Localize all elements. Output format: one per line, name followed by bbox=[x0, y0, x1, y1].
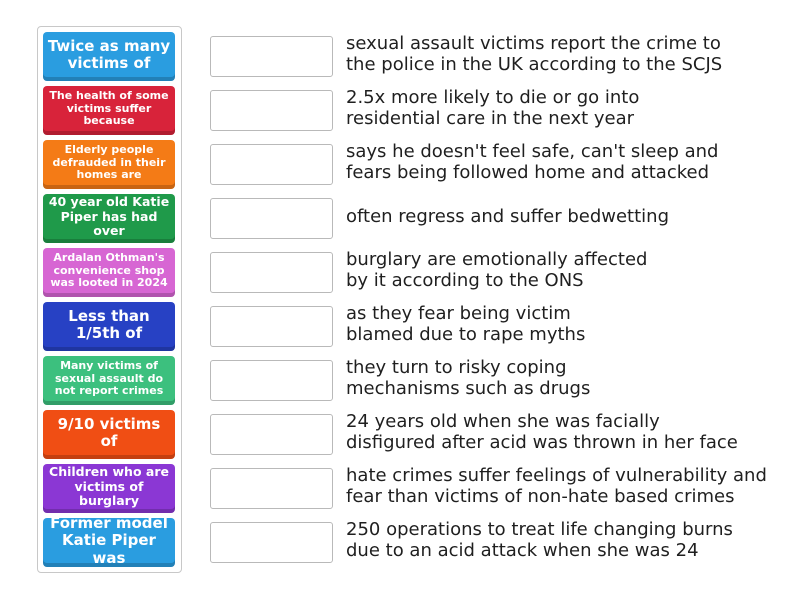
answer-card[interactable]: Children who are victims of burglary bbox=[43, 464, 175, 513]
drop-slot[interactable] bbox=[210, 36, 333, 77]
clue-text: hate crimes suffer feelings of vulnerability and fear than victims of non-hate based crimes bbox=[346, 465, 767, 507]
drop-slot[interactable] bbox=[210, 306, 333, 347]
drop-slot[interactable] bbox=[210, 522, 333, 563]
clue-text: as they fear being victim blamed due to rape myths bbox=[346, 303, 586, 345]
drop-slot[interactable] bbox=[210, 414, 333, 455]
answer-card[interactable]: Former model Katie Piper was bbox=[43, 518, 175, 567]
drop-slot[interactable] bbox=[210, 198, 333, 239]
answer-card[interactable]: Many victims of sexual assault do not report crimes bbox=[43, 356, 175, 405]
answer-card[interactable]: The health of some victims suffer because bbox=[43, 86, 175, 135]
clue-text: sexual assault victims report the crime to the police in the UK according to the SCJS bbox=[346, 33, 723, 75]
answer-card[interactable]: Elderly people defrauded in their homes are bbox=[43, 140, 175, 189]
clue-text: they turn to risky coping mechanisms such as drugs bbox=[346, 357, 591, 399]
drop-slot[interactable] bbox=[210, 360, 333, 401]
clue-text: burglary are emotionally affected by it according to the ONS bbox=[346, 249, 648, 291]
answer-card[interactable]: Ardalan Othman's convenience shop was looted in 2024 bbox=[43, 248, 175, 297]
drop-slot[interactable] bbox=[210, 468, 333, 509]
clue-text: often regress and suffer bedwetting bbox=[346, 206, 669, 227]
clue-text: says he doesn't feel safe, can't sleep and fears being followed home and attacked bbox=[346, 141, 719, 183]
clue-text: 250 operations to treat life changing burns due to an acid attack when she was 24 bbox=[346, 519, 733, 561]
clue-text: 2.5x more likely to die or go into residential care in the next year bbox=[346, 87, 640, 129]
drop-slot[interactable] bbox=[210, 90, 333, 131]
answer-card[interactable]: Twice as many victims of bbox=[43, 32, 175, 81]
clue-text: 24 years old when she was facially disfigured after acid was thrown in her face bbox=[346, 411, 738, 453]
answer-card[interactable]: 40 year old Katie Piper has had over bbox=[43, 194, 175, 243]
drop-slot[interactable] bbox=[210, 252, 333, 293]
answer-card[interactable]: Less than 1/5th of bbox=[43, 302, 175, 351]
drop-slot[interactable] bbox=[210, 144, 333, 185]
answer-card[interactable]: 9/10 victims of bbox=[43, 410, 175, 459]
